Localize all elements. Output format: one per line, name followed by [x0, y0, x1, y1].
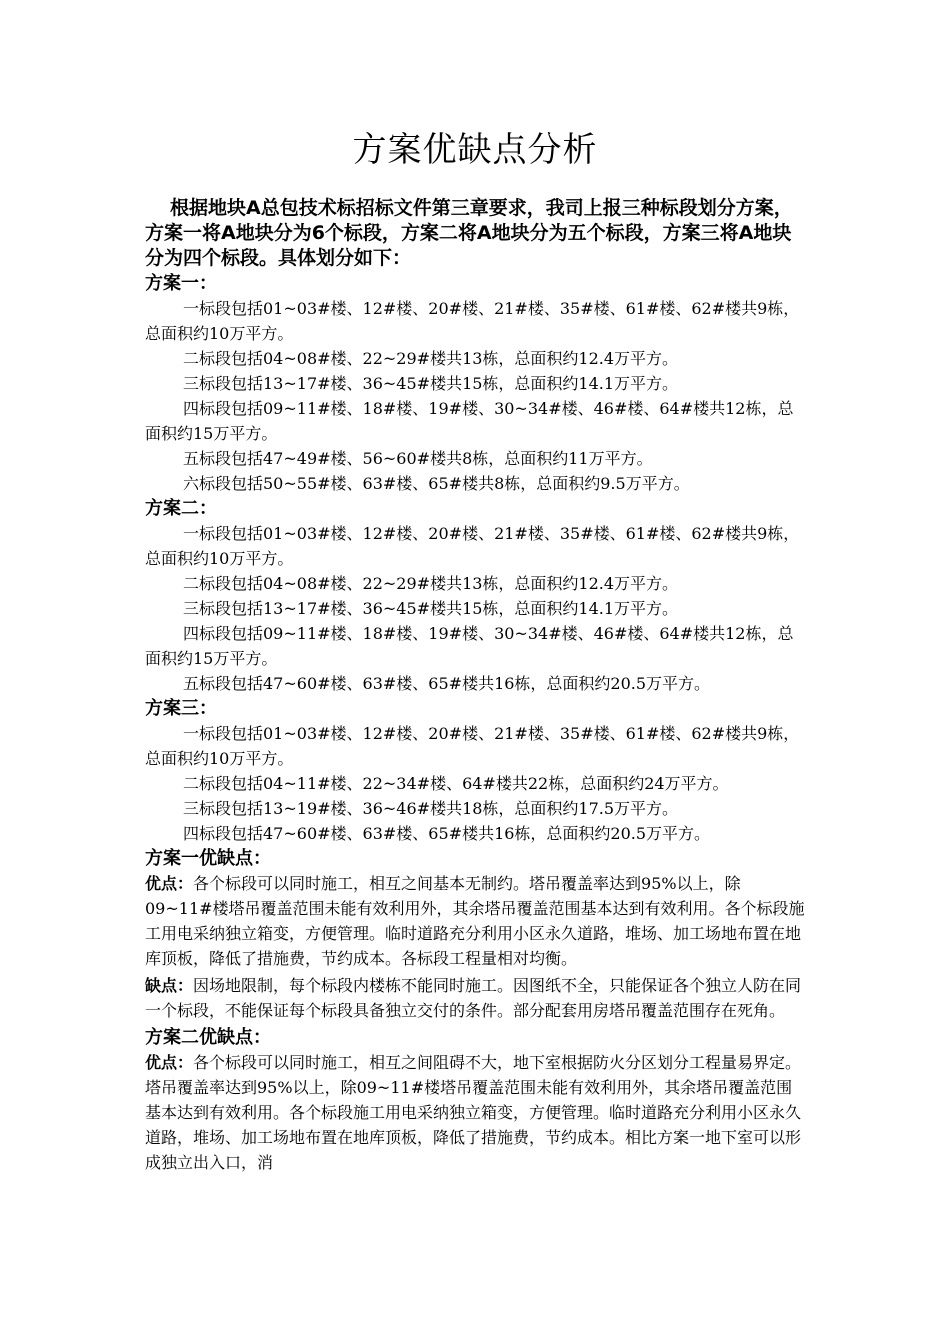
scheme-2	[145, 496, 805, 696]
scheme-item: 六标段包括50~55#楼、63#楼、65#楼共8栋，总面积约9.5万平方。	[183, 474, 690, 493]
scheme-item: 四标段包括09~11#楼、18#楼、19#楼、30~34#楼、46#楼、64#楼共12栋，总面积约15万平方。	[145, 399, 794, 443]
scheme-item: 四标段包括09~11#楼、18#楼、19#楼、30~34#楼、46#楼、64#楼共12栋，总面积约15万平方。	[145, 624, 794, 668]
scheme-item: 一标段包括01~03#楼、12#楼、20#楼、21#楼、35#楼、61#楼、62#楼共9栋，总面积约10万平方。	[145, 524, 800, 568]
scheme-heading: 方案二：	[145, 498, 217, 519]
scheme-item: 二标段包括04~11#楼、22~34#楼、64#楼共22栋，总面积约24万平方。	[183, 774, 729, 793]
cons-paragraph	[145, 973, 805, 1023]
analysis-scheme-1	[145, 846, 805, 1023]
scheme-item: 五标段包括47~49#楼、56~60#楼共8栋，总面积约11万平方。	[183, 449, 653, 468]
cons-text: 因场地限制，每个标段内楼栋不能同时施工。因图纸不全，只能保证各个独立人防在同一个标段，不能保证每个标段具备独立交付的条件。部分配套用房塔吊覆盖范围存在死角。	[145, 976, 802, 1020]
pros-text: 各个标段可以同时施工，相互之间基本无制约。塔吊覆盖率达到95%以上，除09~11#楼塔吊覆盖范围未能有效利用外，其余塔吊覆盖范围基本达到有效利用。各个标段施工用电采纳独立箱变，方便管理。临时道路充分利用小区永久道路，堆场、加工场地布置在地库顶板，降低了措施费，节约成本。各标段工程量相对均衡。	[145, 874, 805, 968]
pros-label: 优点：	[145, 874, 194, 893]
scheme-1	[145, 271, 805, 496]
scheme-item: 三标段包括13~17#楼、36~45#楼共15栋，总面积约14.1万平方。	[183, 599, 679, 618]
scheme-3	[145, 696, 805, 846]
scheme-heading: 方案一：	[145, 273, 217, 294]
cons-label: 缺点：	[145, 976, 194, 995]
document-title: 方案优缺点分析	[352, 130, 598, 170]
intro-paragraph: 根据地块A总包技术标招标文件第三章要求，我司上报三种标段划分方案，方案一将A地块分为6个标段，方案二将A地块分为五个标段，方案三将A地块分为四个标段。具体划分如下：	[145, 197, 793, 269]
scheme-item: 三标段包括13~19#楼、36~46#楼共18栋，总面积约17.5万平方。	[183, 799, 679, 818]
scheme-item: 二标段包括04~08#楼、22~29#楼共13栋，总面积约12.4万平方。	[183, 574, 679, 593]
scheme-item: 一标段包括01~03#楼、12#楼、20#楼、21#楼、35#楼、61#楼、62#楼共9栋，总面积约10万平方。	[145, 299, 800, 343]
document-body	[145, 196, 805, 1177]
pros-paragraph	[145, 1050, 805, 1175]
pros-label: 优点：	[145, 1053, 194, 1072]
scheme-heading: 方案三：	[145, 698, 217, 719]
analysis-heading: 方案二优缺点：	[145, 1027, 271, 1048]
analysis-scheme-2	[145, 1025, 805, 1175]
scheme-item: 五标段包括47~60#楼、63#楼、65#楼共16栋，总面积约20.5万平方。	[183, 674, 711, 693]
scheme-item: 四标段包括47~60#楼、63#楼、65#楼共16栋，总面积约20.5万平方。	[183, 824, 711, 843]
pros-text: 各个标段可以同时施工，相互之间阻碍不大，地下室根据防火分区划分工程量易界定。塔吊覆盖率达到95%以上，除09~11#楼塔吊覆盖范围未能有效利用外，其余塔吊覆盖范围基本达到有效利用。各个标段施工用电采纳独立箱变，方便管理。临时道路充分利用小区永久道路，堆场、加工场地布置在地库顶板，降低了措施费，节约成本。相比方案一地下室可以形成独立出入口，消	[145, 1053, 802, 1172]
scheme-item: 二标段包括04~08#楼、22~29#楼共13栋，总面积约12.4万平方。	[183, 349, 679, 368]
analysis-heading: 方案一优缺点：	[145, 848, 271, 869]
scheme-item: 一标段包括01~03#楼、12#楼、20#楼、21#楼、35#楼、61#楼、62#楼共9栋，总面积约10万平方。	[145, 724, 800, 768]
pros-paragraph	[145, 871, 805, 971]
scheme-item: 三标段包括13~17#楼、36~45#楼共15栋，总面积约14.1万平方。	[183, 374, 679, 393]
